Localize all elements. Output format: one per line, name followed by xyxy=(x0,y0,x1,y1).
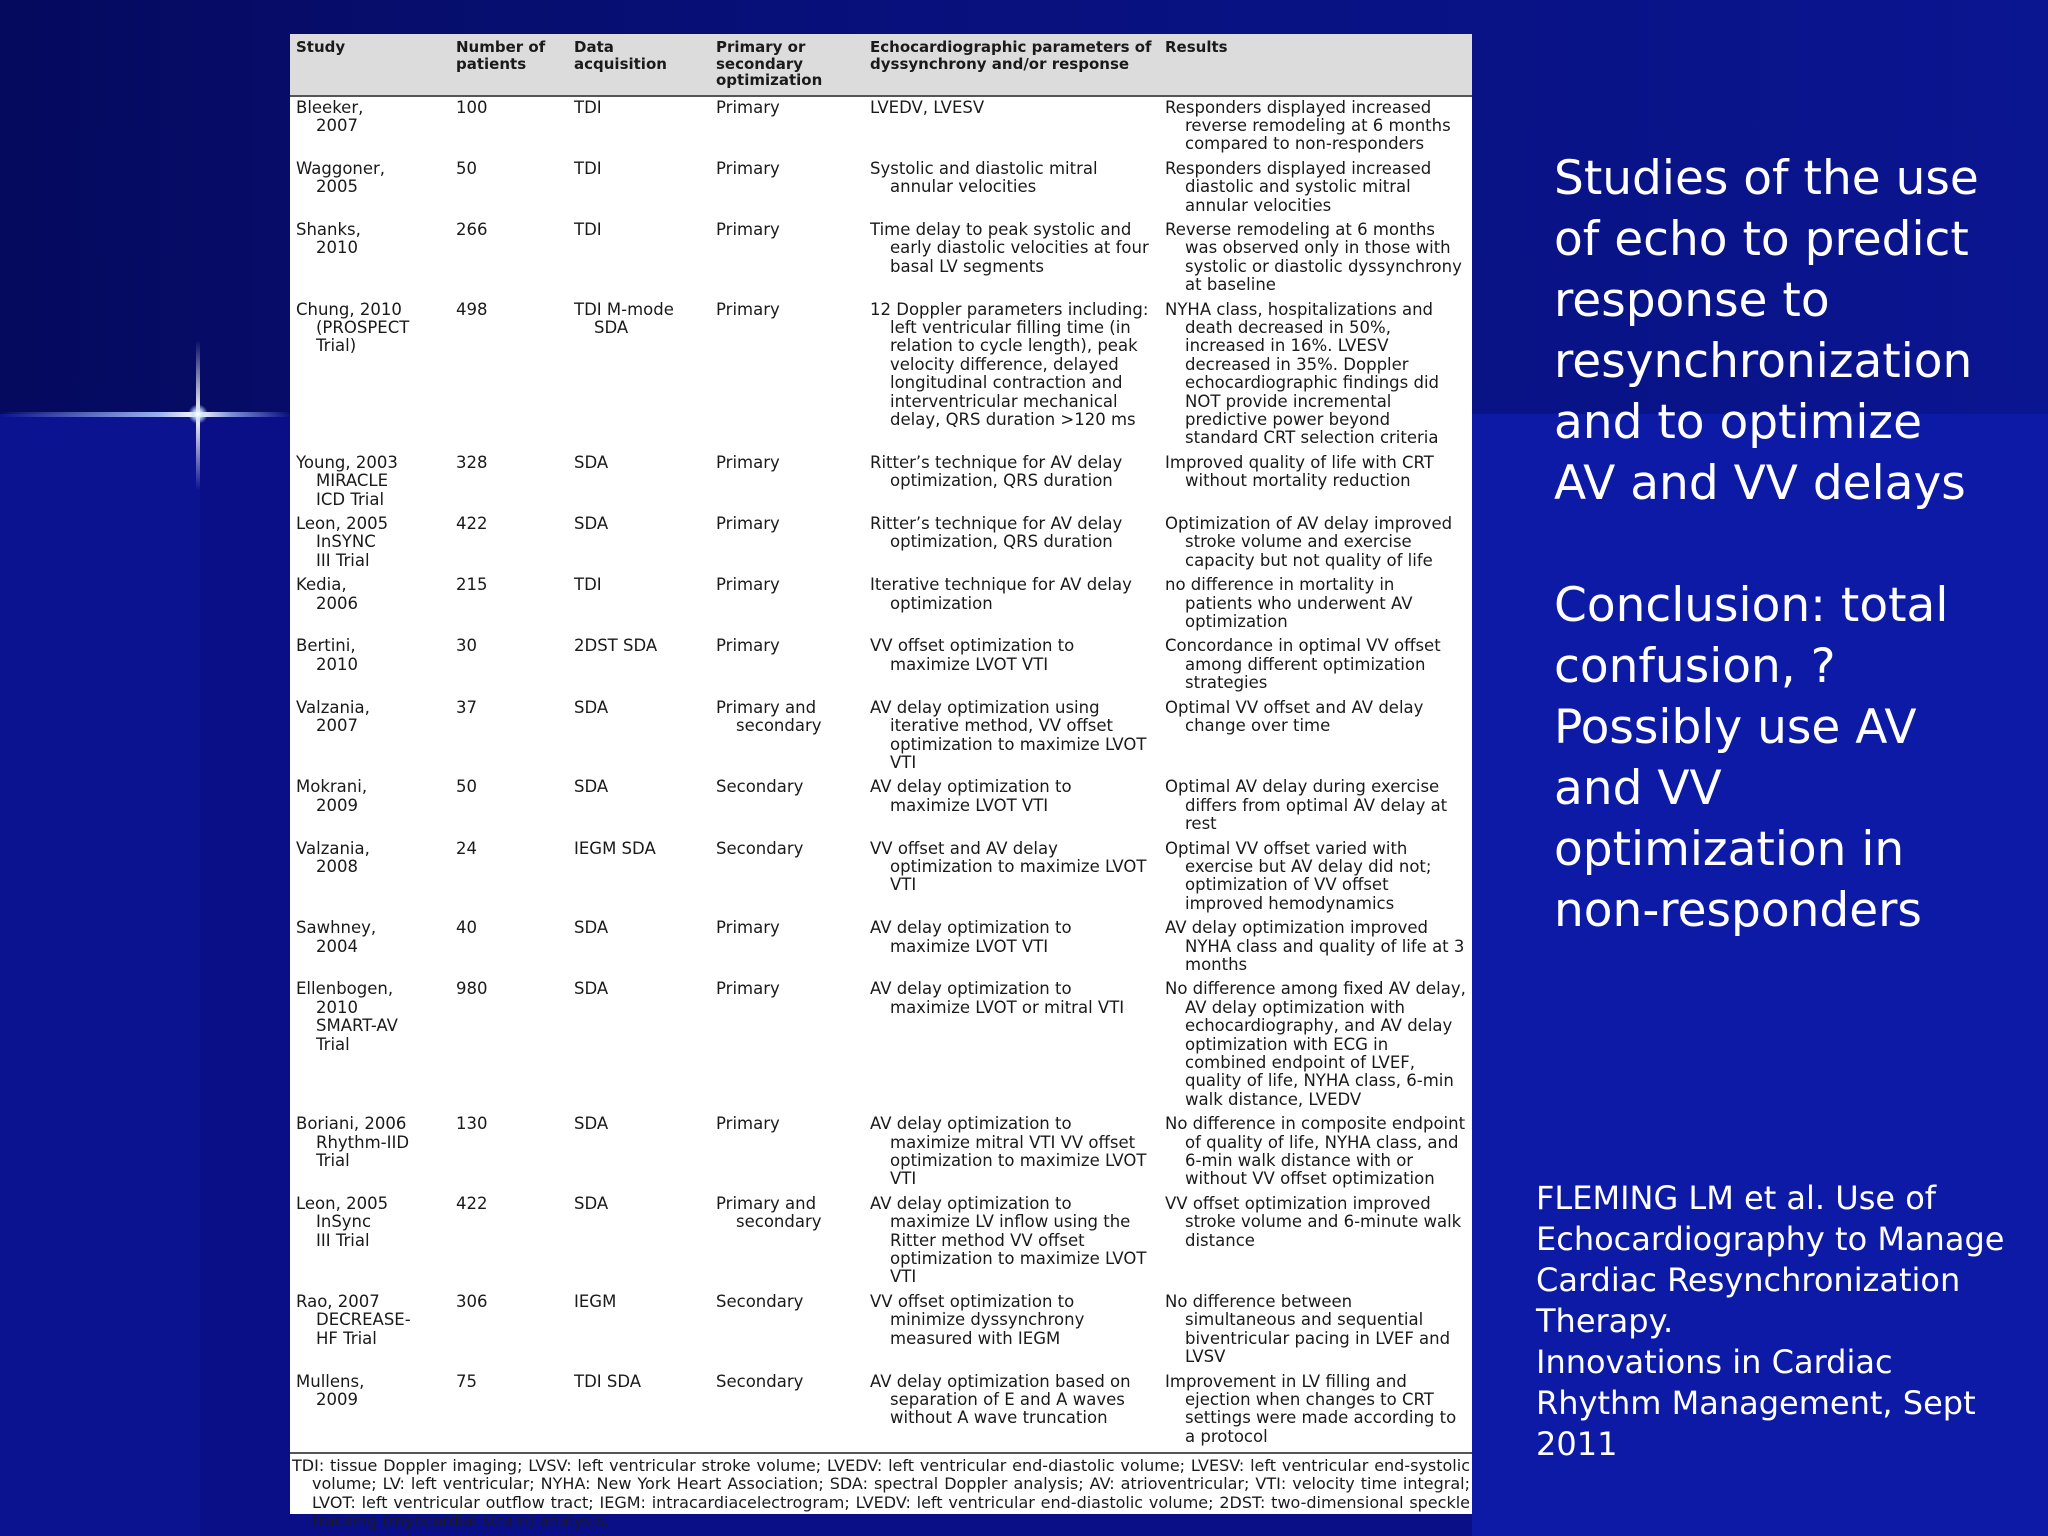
cell-number-of-patients-text: 75 xyxy=(456,1371,477,1391)
study-name-line: ICD Trial xyxy=(316,489,385,509)
cell-results-text: Optimization of AV delay improved stroke volume and exercise capacity but not quality of life xyxy=(1165,514,1453,570)
cell-data-acquisition-text: TDI xyxy=(574,575,602,595)
cell-echo-parameters xyxy=(864,513,1159,574)
study-name-line: InSync xyxy=(316,1212,372,1232)
cell-number-of-patients xyxy=(450,697,568,777)
table-row xyxy=(290,574,1472,635)
cell-results xyxy=(1159,299,1472,452)
cell-data-acquisition xyxy=(568,1193,710,1291)
conclusion-line: confusion, ? xyxy=(1554,639,1836,694)
cell-number-of-patients xyxy=(450,158,568,219)
cell-echo-parameters xyxy=(864,635,1159,696)
cell-data-acquisition-text: TDI xyxy=(574,97,602,117)
cell-number-of-patients-text: 266 xyxy=(456,219,488,239)
citation-line: Cardiac Resynchronization xyxy=(1536,1261,1961,1299)
cell-data-acquisition-text: IEGM xyxy=(574,1291,617,1311)
table-row xyxy=(290,776,1472,837)
cell-study xyxy=(290,96,450,158)
table-row xyxy=(290,838,1472,918)
cell-optimization-text: Primary and secondary xyxy=(716,1193,822,1232)
cell-results-text: Optimal VV offset and AV delay change over time xyxy=(1165,697,1424,736)
table-panel xyxy=(290,34,1472,1531)
cell-echo-parameters-text: 12 Doppler parameters including: left ventricular filling time (in relation to cycle length), peak velocity difference, delayed longitudinal contraction and interventricular mechanical delay, QRS duration >120 ms xyxy=(870,299,1149,429)
cell-optimization xyxy=(710,96,864,158)
cell-data-acquisition xyxy=(568,697,710,777)
cell-optimization xyxy=(710,574,864,635)
cell-echo-parameters xyxy=(864,452,1159,513)
title-line: resynchronization xyxy=(1554,334,1973,389)
cell-results xyxy=(1159,158,1472,219)
cell-echo-parameters-text: Time delay to peak systolic and early diastolic velocities at four basal LV segments xyxy=(870,219,1149,276)
cell-number-of-patients-text: 30 xyxy=(456,636,477,656)
cell-optimization xyxy=(710,838,864,918)
cell-optimization-text: Primary xyxy=(716,575,780,595)
cell-results-text: Improvement in LV filling and ejection when changes to CRT settings were made according to a protocol xyxy=(1165,1371,1457,1446)
cell-study xyxy=(290,1371,450,1451)
cell-number-of-patients xyxy=(450,776,568,837)
study-name-line: Mullens, xyxy=(296,1371,365,1391)
conclusion-line: Possibly use AV xyxy=(1554,700,1917,755)
study-name-line: 2009 xyxy=(316,1389,358,1409)
cell-echo-parameters xyxy=(864,219,1159,299)
cell-optimization-text: Primary xyxy=(716,158,780,178)
study-name-line: Leon, 2005 xyxy=(296,1193,389,1213)
cell-study xyxy=(290,219,450,299)
cell-echo-parameters-text: LVEDV, LVESV xyxy=(870,97,985,117)
study-name-line: 2005 xyxy=(316,177,358,197)
cell-echo-parameters-text: AV delay optimization to maximize LV inflow using the Ritter method VV offset optimization to maximize LVOT VTI xyxy=(870,1193,1147,1287)
title-spacer xyxy=(1554,514,2024,575)
cell-study xyxy=(290,299,450,452)
cell-echo-parameters xyxy=(864,1371,1159,1451)
table-row xyxy=(290,697,1472,777)
cell-results xyxy=(1159,1291,1472,1371)
cell-optimization xyxy=(710,776,864,837)
cell-data-acquisition xyxy=(568,917,710,978)
table-row xyxy=(290,1371,1472,1451)
cell-data-acquisition-text: 2DST SDA xyxy=(574,636,658,656)
cell-number-of-patients-text: 130 xyxy=(456,1114,488,1134)
cell-data-acquisition xyxy=(568,158,710,219)
cell-optimization-text: Primary xyxy=(716,452,780,472)
cell-optimization-text: Secondary xyxy=(716,1291,804,1311)
table-header-row xyxy=(290,34,1472,96)
table-row xyxy=(290,1113,1472,1193)
study-name-line: III Trial xyxy=(316,1230,370,1250)
cell-optimization-text: Primary xyxy=(716,219,780,239)
header-results: Results xyxy=(1159,34,1472,96)
cell-echo-parameters-text: VV offset optimization to maximize LVOT VTI xyxy=(870,636,1075,674)
cell-optimization xyxy=(710,158,864,219)
cell-number-of-patients xyxy=(450,1113,568,1193)
cell-results xyxy=(1159,776,1472,837)
study-name-line: Bertini, xyxy=(296,636,356,656)
cell-results xyxy=(1159,219,1472,299)
header-study: Study xyxy=(290,34,450,96)
title-line: AV and VV delays xyxy=(1554,456,1966,511)
cell-results xyxy=(1159,452,1472,513)
study-name-line: 2010 xyxy=(316,238,358,258)
cell-data-acquisition xyxy=(568,838,710,918)
cell-data-acquisition-text: SDA xyxy=(574,452,609,472)
study-name-line: Bleeker, xyxy=(296,97,364,117)
study-name-line: InSYNC xyxy=(316,532,376,552)
study-name-line: SMART-AV xyxy=(316,1016,398,1036)
cell-echo-parameters xyxy=(864,697,1159,777)
cell-number-of-patients-text: 422 xyxy=(456,514,488,534)
cell-study xyxy=(290,697,450,777)
title-line: Studies of the use xyxy=(1554,151,1979,206)
cell-data-acquisition xyxy=(568,1113,710,1193)
studies-table xyxy=(290,34,1472,1450)
cell-number-of-patients xyxy=(450,452,568,513)
cell-data-acquisition xyxy=(568,1291,710,1371)
cell-number-of-patients xyxy=(450,1291,568,1371)
study-name-line: Trial xyxy=(316,1034,350,1054)
cell-data-acquisition xyxy=(568,978,710,1113)
cell-study xyxy=(290,513,450,574)
cell-study xyxy=(290,574,450,635)
cell-number-of-patients-text: 306 xyxy=(456,1291,488,1311)
cell-number-of-patients-text: 498 xyxy=(456,299,488,319)
cell-number-of-patients-text: 422 xyxy=(456,1193,488,1213)
cell-results-text: NYHA class, hospitalizations and death decreased in 50%, increased in 16%. LVESV decreased in 35%. Doppler echocardiographic findings did NOT provide incremental predictive power beyond standard CRT selection criteria xyxy=(1165,299,1440,448)
cell-number-of-patients xyxy=(450,219,568,299)
cell-echo-parameters xyxy=(864,574,1159,635)
citation-line: FLEMING LM et al. Use of xyxy=(1536,1179,1937,1217)
cell-optimization xyxy=(710,917,864,978)
study-name-line: Sawhney, xyxy=(296,918,377,938)
cell-study xyxy=(290,1113,450,1193)
cell-study xyxy=(290,1291,450,1371)
study-name-line: 2010 xyxy=(316,997,358,1017)
cell-number-of-patients xyxy=(450,1193,568,1291)
cell-results xyxy=(1159,978,1472,1113)
cell-data-acquisition-text: IEGM SDA xyxy=(574,838,656,858)
citation-line: Echocardiography to Manage xyxy=(1536,1220,2005,1258)
citation-line: 2011 xyxy=(1536,1425,1618,1463)
cell-results-text: Concordance in optimal VV offset among different optimization strategies xyxy=(1165,636,1441,693)
cell-optimization-text: Primary xyxy=(716,918,780,938)
cell-number-of-patients-text: 980 xyxy=(456,979,488,999)
cell-optimization-text: Primary xyxy=(716,1114,780,1134)
study-name-line: Valzania, xyxy=(296,697,370,717)
cell-optimization xyxy=(710,513,864,574)
cell-results-text: Responders displayed increased reverse remodeling at 6 months compared to non-responders xyxy=(1165,97,1451,154)
cell-number-of-patients xyxy=(450,513,568,574)
cell-results-text: No difference between simultaneous and sequential biventricular pacing in LVEF and LVSV xyxy=(1165,1291,1451,1367)
cell-data-acquisition-text: SDA xyxy=(574,1114,609,1134)
cell-optimization xyxy=(710,978,864,1113)
study-name-line: 2008 xyxy=(316,856,358,876)
cell-number-of-patients-text: 50 xyxy=(456,777,477,797)
cell-number-of-patients xyxy=(450,1371,568,1451)
header-optimization: Primary or secondary optimization xyxy=(710,34,864,96)
cell-results xyxy=(1159,697,1472,777)
study-name-line: Rhythm-IID xyxy=(316,1132,410,1152)
cell-results-text: AV delay optimization improved NYHA class and quality of life at 3 months xyxy=(1165,918,1465,974)
study-name-line: 2006 xyxy=(316,593,358,613)
study-name-line: Boriani, 2006 xyxy=(296,1114,407,1134)
table-row xyxy=(290,158,1472,219)
cell-data-acquisition-text: TDI M-mode SDA xyxy=(574,299,674,337)
cell-results xyxy=(1159,1193,1472,1291)
study-name-line: Chung, 2010 xyxy=(296,299,402,319)
cell-number-of-patients-text: 328 xyxy=(456,452,488,472)
cell-optimization xyxy=(710,452,864,513)
header-number-of-patients: Number of patients xyxy=(450,34,568,96)
citation-line: Innovations in Cardiac xyxy=(1536,1343,1893,1381)
light-flare-core xyxy=(188,404,208,424)
cell-echo-parameters xyxy=(864,838,1159,918)
study-name-line: 2007 xyxy=(316,716,358,736)
cell-optimization xyxy=(710,697,864,777)
title-line: and to optimize xyxy=(1554,395,1922,450)
cell-results xyxy=(1159,635,1472,696)
cell-optimization-text: Primary xyxy=(716,299,780,319)
table-row xyxy=(290,96,1472,158)
cell-results-text: no difference in mortality in patients who underwent AV optimization xyxy=(1165,575,1413,632)
cell-data-acquisition-text: SDA xyxy=(574,979,609,999)
table-row xyxy=(290,219,1472,299)
cell-results-text: No difference among fixed AV delay, AV delay optimization with echocardiography, and AV delay optimization with ECG in combined endpoint of LVEF, quality of life, NYHA class, 6-min walk distance, LVEDV xyxy=(1165,979,1466,1109)
cell-optimization-text: Primary xyxy=(716,97,780,117)
cell-optimization xyxy=(710,299,864,452)
table-row xyxy=(290,978,1472,1113)
table-row xyxy=(290,1291,1472,1371)
cell-results-text: Improved quality of life with CRT without mortality reduction xyxy=(1165,452,1434,491)
cell-optimization-text: Primary xyxy=(716,514,780,534)
cell-data-acquisition xyxy=(568,299,710,452)
cell-number-of-patients-text: 37 xyxy=(456,697,477,717)
cell-echo-parameters-text: Iterative technique for AV delay optimization xyxy=(870,575,1132,613)
cell-data-acquisition xyxy=(568,1371,710,1451)
table-row xyxy=(290,452,1472,513)
cell-results-text: Responders displayed increased diastolic and systolic mitral annular velocities xyxy=(1165,158,1432,215)
study-name-line: 2010 xyxy=(316,654,358,674)
cell-study xyxy=(290,838,450,918)
table-row xyxy=(290,1193,1472,1291)
table-body xyxy=(290,96,1472,1451)
footnote-text: TDI: tissue Doppler imaging; LVSV: left ventricular stroke volume; LVEDV: left ventricular end-diastolic volume; LVESV: left ventricular end-systolic volume; LV: left ventricular; NYHA: New York Heart Association; SDA: spectral Doppler analysis; AV: atrioventricular; VTI: velocity time integral; LVOT: left ventricular outflow tract; IEGM: intracardiacelectrogram; LVEDV: left ventricular end-diastolic volume; 2DST: two-dimensional speckle tracking (myocardial strain) analysis. xyxy=(292,1456,1470,1531)
cell-study xyxy=(290,978,450,1113)
cell-results xyxy=(1159,574,1472,635)
cell-optimization xyxy=(710,1371,864,1451)
cell-echo-parameters-text: AV delay optimization based on separation of E and A waves without A wave truncation xyxy=(870,1371,1131,1428)
cell-number-of-patients xyxy=(450,574,568,635)
cell-results-text: VV offset optimization improved stroke volume and 6-minute walk distance xyxy=(1165,1193,1462,1250)
cell-study xyxy=(290,1193,450,1291)
study-name-line: III Trial xyxy=(316,550,370,570)
cell-echo-parameters xyxy=(864,158,1159,219)
cell-data-acquisition-text: TDI xyxy=(574,219,602,239)
study-name-line: (PROSPECT xyxy=(316,317,410,337)
header-echo-parameters: Echocardiographic parameters of dyssynchrony and/or response xyxy=(864,34,1159,96)
cell-optimization-text: Secondary xyxy=(716,838,804,858)
cell-echo-parameters xyxy=(864,776,1159,837)
table-row xyxy=(290,635,1472,696)
study-name-line: 2004 xyxy=(316,936,358,956)
citation xyxy=(1536,1178,2036,1465)
cell-echo-parameters-text: AV delay optimization using iterative method, VV offset optimization to maximize LVOT VTI xyxy=(870,697,1147,772)
cell-optimization xyxy=(710,1113,864,1193)
cell-study xyxy=(290,452,450,513)
cell-echo-parameters xyxy=(864,917,1159,978)
study-name-line: MIRACLE xyxy=(316,471,389,491)
title-line: of echo to predict xyxy=(1554,212,1969,267)
cell-number-of-patients xyxy=(450,838,568,918)
cell-data-acquisition-text: SDA xyxy=(574,777,609,797)
cell-echo-parameters-text: Ritter’s technique for AV delay optimization, QRS duration xyxy=(870,452,1123,491)
cell-data-acquisition-text: TDI SDA xyxy=(574,1371,642,1391)
cell-number-of-patients xyxy=(450,978,568,1113)
study-name-line: Waggoner, xyxy=(296,158,386,178)
cell-echo-parameters xyxy=(864,1193,1159,1291)
background-left-band xyxy=(0,414,200,1536)
table-row xyxy=(290,299,1472,452)
cell-echo-parameters-text: Systolic and diastolic mitral annular velocities xyxy=(870,158,1098,197)
cell-echo-parameters-text: Ritter’s technique for AV delay optimization, QRS duration xyxy=(870,514,1123,552)
cell-echo-parameters xyxy=(864,299,1159,452)
cell-data-acquisition xyxy=(568,513,710,574)
cell-data-acquisition xyxy=(568,452,710,513)
cell-data-acquisition xyxy=(568,776,710,837)
cell-study xyxy=(290,917,450,978)
citation-line: Rhythm Management, Sept xyxy=(1536,1384,1976,1422)
cell-number-of-patients xyxy=(450,917,568,978)
study-name-line: Trial xyxy=(316,1151,350,1171)
cell-results-text: No difference in composite endpoint of quality of life, NYHA class, and 6-min walk distance with or without VV offset optimization xyxy=(1165,1114,1466,1189)
cell-optimization xyxy=(710,219,864,299)
cell-results xyxy=(1159,917,1472,978)
cell-results-text: Optimal AV delay during exercise differs from optimal AV delay at rest xyxy=(1165,777,1448,834)
cell-optimization-text: Primary xyxy=(716,636,780,656)
cell-echo-parameters xyxy=(864,96,1159,158)
study-name-line: Ellenbogen, xyxy=(296,979,394,999)
cell-echo-parameters-text: AV delay optimization to maximize LVOT VTI xyxy=(870,777,1072,815)
cell-data-acquisition xyxy=(568,574,710,635)
cell-optimization-text: Primary xyxy=(716,979,780,999)
cell-number-of-patients xyxy=(450,635,568,696)
conclusion-line: and VV xyxy=(1554,761,1722,816)
cell-optimization xyxy=(710,1193,864,1291)
cell-study xyxy=(290,158,450,219)
cell-number-of-patients-text: 100 xyxy=(456,97,488,117)
cell-results xyxy=(1159,96,1472,158)
study-name-line: 2007 xyxy=(316,115,358,135)
title-line: response to xyxy=(1554,273,1830,328)
cell-data-acquisition-text: SDA xyxy=(574,697,609,717)
cell-results xyxy=(1159,513,1472,574)
conclusion-line: non-responders xyxy=(1554,883,1922,938)
study-name-line: DECREASE- xyxy=(316,1310,411,1330)
cell-number-of-patients xyxy=(450,96,568,158)
study-name-line: Young, 2003 xyxy=(296,452,398,472)
cell-optimization-text: Secondary xyxy=(716,777,804,797)
study-name-line: Rao, 2007 xyxy=(296,1291,380,1311)
cell-results-text: Optimal VV offset varied with exercise but AV delay did not; optimization of VV offset improved hemodynamics xyxy=(1165,838,1432,913)
header-data-acquisition: Data acquisition xyxy=(568,34,710,96)
table-row xyxy=(290,513,1472,574)
table-row xyxy=(290,917,1472,978)
cell-echo-parameters xyxy=(864,978,1159,1113)
study-name-line: 2009 xyxy=(316,795,358,815)
study-name-line: Shanks, xyxy=(296,219,361,239)
study-name-line: Valzania, xyxy=(296,838,370,858)
cell-study xyxy=(290,776,450,837)
study-name-line: Leon, 2005 xyxy=(296,514,389,534)
cell-optimization xyxy=(710,635,864,696)
slide-title xyxy=(1554,148,2024,941)
cell-echo-parameters xyxy=(864,1291,1159,1371)
cell-data-acquisition-text: SDA xyxy=(574,1193,609,1213)
light-flare-horizontal xyxy=(0,412,290,417)
cell-study xyxy=(290,635,450,696)
cell-data-acquisition-text: SDA xyxy=(574,918,609,938)
cell-number-of-patients-text: 50 xyxy=(456,158,477,178)
cell-number-of-patients-text: 215 xyxy=(456,575,488,595)
cell-results xyxy=(1159,1113,1472,1193)
citation-line: Therapy. xyxy=(1536,1302,1674,1340)
table-footnote xyxy=(290,1452,1472,1530)
cell-echo-parameters xyxy=(864,1113,1159,1193)
cell-data-acquisition xyxy=(568,219,710,299)
study-name-line: HF Trial xyxy=(316,1328,377,1348)
cell-results-text: Reverse remodeling at 6 months was observed only in those with systolic or diastolic dyssynchrony at baseline xyxy=(1165,219,1462,295)
cell-results xyxy=(1159,838,1472,918)
cell-echo-parameters-text: AV delay optimization to maximize LVOT VTI xyxy=(870,918,1072,956)
cell-echo-parameters-text: VV offset optimization to minimize dyssynchrony measured with IEGM xyxy=(870,1291,1085,1348)
cell-data-acquisition-text: TDI xyxy=(574,158,602,178)
cell-optimization-text: Primary and secondary xyxy=(716,697,822,736)
conclusion-line: optimization in xyxy=(1554,822,1905,877)
cell-number-of-patients-text: 24 xyxy=(456,838,477,858)
conclusion-line: Conclusion: total xyxy=(1554,578,1949,633)
cell-optimization-text: Secondary xyxy=(716,1371,804,1391)
cell-data-acquisition-text: SDA xyxy=(574,514,609,534)
cell-data-acquisition xyxy=(568,96,710,158)
cell-number-of-patients-text: 40 xyxy=(456,918,477,938)
study-name-line: Kedia, xyxy=(296,575,347,595)
cell-echo-parameters-text: AV delay optimization to maximize LVOT or mitral VTI xyxy=(870,979,1125,1017)
cell-results xyxy=(1159,1371,1472,1451)
cell-data-acquisition xyxy=(568,635,710,696)
study-name-line: Mokrani, xyxy=(296,777,368,797)
study-name-line: Trial) xyxy=(316,336,357,356)
cell-echo-parameters-text: AV delay optimization to maximize mitral VTI VV offset optimization to maximize LVOT VTI xyxy=(870,1114,1147,1189)
cell-number-of-patients xyxy=(450,299,568,452)
cell-optimization xyxy=(710,1291,864,1371)
cell-echo-parameters-text: VV offset and AV delay optimization to maximize LVOT VTI xyxy=(870,838,1147,895)
